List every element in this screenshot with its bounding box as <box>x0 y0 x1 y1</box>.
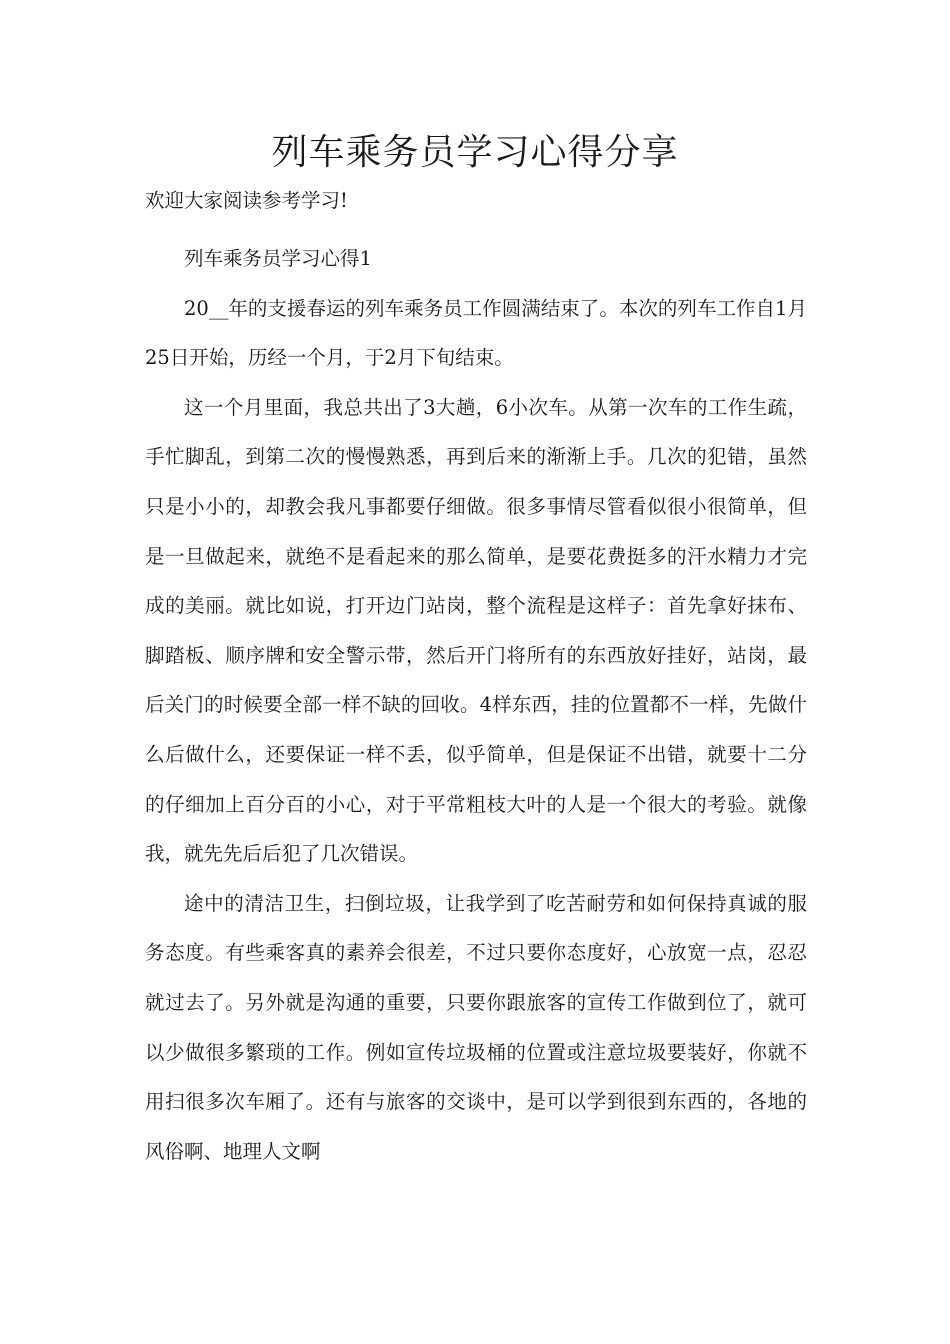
paragraph: 20__年的支援春运的列车乘务员工作圆满结束了。本次的列车工作自1月25日开始，历经一个月，于2月下旬结束。 <box>145 296 807 370</box>
paragraph: 途中的清洁卫生，扫倒垃圾，让我学到了吃苦耐劳和如何保持真诚的服务态度。有些乘客真的素养会很差，不过只要你态度好，心放宽一点，忍忍就过去了。另外就是沟通的重要，只要你跟旅客的宣传工作做到位了，就可以少做很多繁琐的工作。例如宣传垃圾桶的位置或注意垃圾要装好，你就不用扫很多次车厢了。还有与旅客的交谈中，是可以学到很到东西的，各地的风俗啊、地理人文啊 <box>145 891 807 1163</box>
document-title: 列车乘务员学习心得分享 <box>271 132 679 173</box>
paragraph: 这一个月里面，我总共出了3大趟，6小次车。从第一次车的工作生疏，手忙脚乱，到第二次的慢慢熟悉，再到后来的渐渐上手。几次的犯错，虽然只是小小的，却教会我凡事都要仔细做。很多事情尽管看似很小很简单，但是一旦做起来，就绝不是看起来的那么简单，是要花费挺多的汗水精力才完成的美丽。就比如说，打开边门站岗，整个流程是这样子：首先拿好抹布、脚踏板、顺序牌和安全警示带，然后开门将所有的东西放好挂好，站岗，最后关门的时候要全部一样不缺的回收。4样东西，挂的位置都不一样，先做什么后做什么，还要保证一样不丢，似乎简单，但是保证不出错，就要十二分的仔细加上百分百的小心，对于平常粗枝大叶的人是一个很大的考验。就像我，就先先后后犯了几次错误。 <box>145 395 807 866</box>
section-heading: 列车乘务员学习心得1 <box>184 247 372 270</box>
greeting-line: 欢迎大家阅读参考学习! <box>145 189 348 212</box>
document-body <box>145 234 807 1176</box>
